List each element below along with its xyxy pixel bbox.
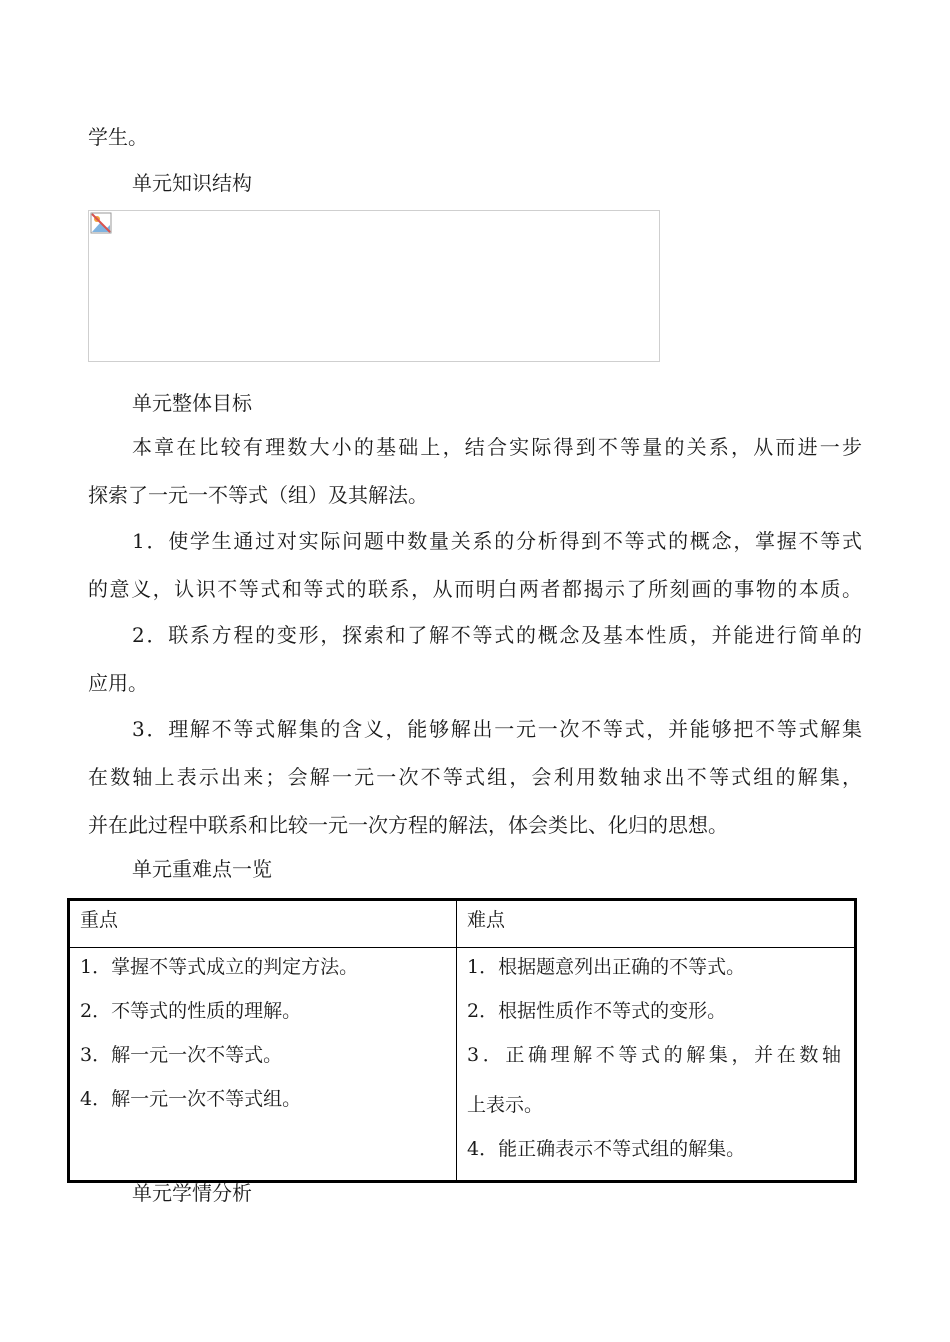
paragraph-line: 探索了一元一不等式（组）及其解法。 (88, 483, 428, 507)
difficult-point-item: 上表示。 (467, 1094, 544, 1116)
key-difficult-points-table (67, 898, 857, 1183)
paragraph-line: 3．理解不等式解集的含义，能够解出一元一次不等式，并能够把不等式解集 (132, 717, 862, 741)
difficult-point-item: 1．根据题意列出正确的不等式。 (467, 956, 746, 978)
paragraph-line: 应用。 (88, 671, 148, 695)
difficult-points-header: 难点 (457, 900, 856, 948)
broken-image-icon (90, 212, 112, 234)
paragraph-line: 的意义，认识不等式和等式的联系，从而明白两者都揭示了所刻画的事物的本质。 (88, 577, 862, 601)
key-point-item: 4．解一元一次不等式组。 (80, 1088, 302, 1110)
text-line: 学生。 (88, 125, 148, 149)
paragraph-line: 并在此过程中联系和比较一元一次方程的解法，体会类比、化归的思想。 (88, 813, 728, 837)
key-point-item: 2．不等式的性质的理解。 (80, 1000, 302, 1022)
section-heading: 单元整体目标 (132, 391, 252, 415)
section-heading: 单元知识结构 (132, 171, 252, 195)
paragraph-line: 1．使学生通过对实际问题中数量关系的分析得到不等式的概念，掌握不等式 (132, 529, 862, 553)
difficult-points-cell (457, 948, 856, 1182)
key-point-item: 3．解一元一次不等式。 (80, 1044, 283, 1066)
section-heading: 单元学情分析 (132, 1181, 252, 1205)
difficult-point-item: 4．能正确表示不等式组的解集。 (467, 1138, 746, 1160)
key-point-item: 1．掌握不等式成立的判定方法。 (80, 956, 359, 978)
paragraph-line: 本章在比较有理数大小的基础上，结合实际得到不等量的关系，从而进一步 (132, 435, 862, 459)
key-points-header: 重点 (69, 900, 457, 948)
difficult-point-item: 2．根据性质作不等式的变形。 (467, 1000, 727, 1022)
paragraph-line: 在数轴上表示出来；会解一元一次不等式组，会利用数轴求出不等式组的解集， (88, 765, 862, 789)
paragraph-line: 2．联系方程的变形，探索和了解不等式的概念及基本性质，并能进行简单的 (132, 623, 862, 647)
key-points-cell (69, 948, 457, 1182)
difficult-point-item: 3．正确理解不等式的解集，并在数轴 (467, 1044, 841, 1066)
section-heading: 单元重难点一览 (132, 857, 272, 881)
knowledge-structure-image (88, 210, 660, 362)
